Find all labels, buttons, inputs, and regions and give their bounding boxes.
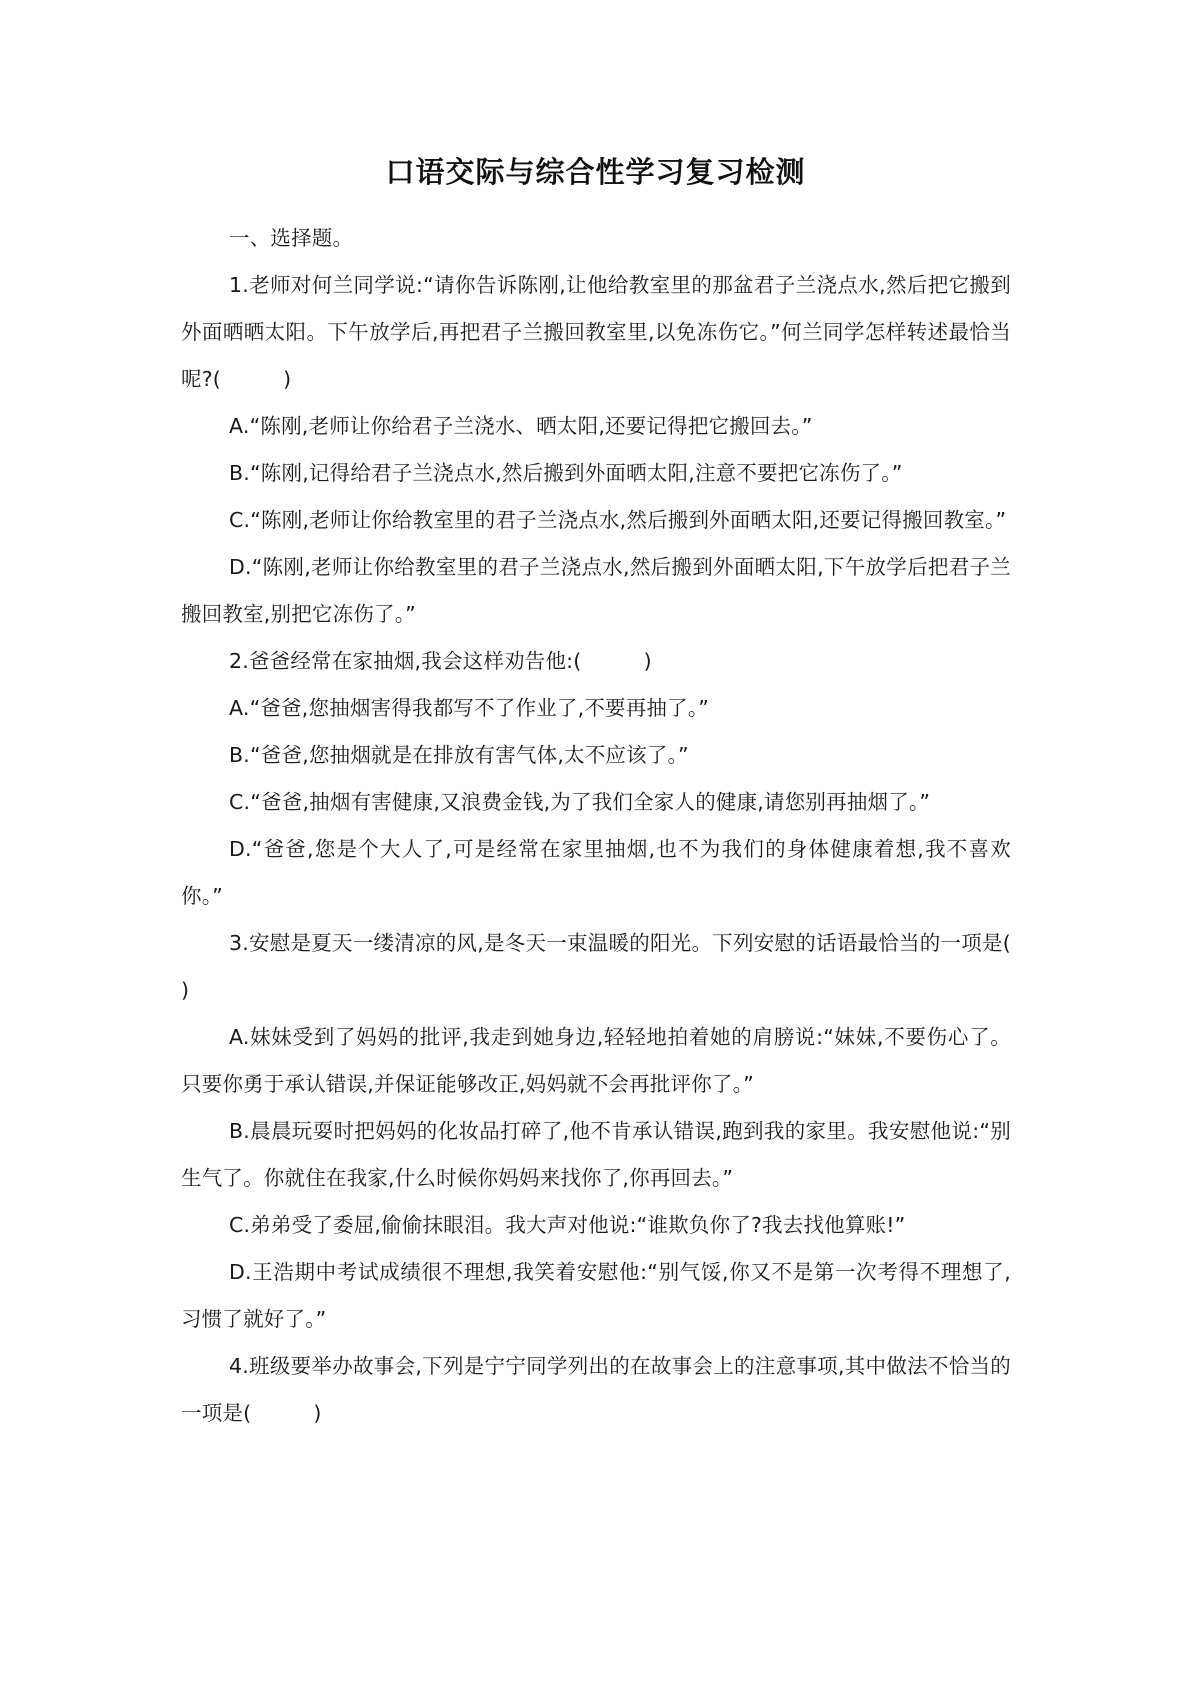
question-stem: 3.安慰是夏天一缕清凉的风,是冬天一束温暖的阳光。下列安慰的话语最恰当的一项是( ) [181, 931, 1074, 1002]
option-b: B.“陈刚,记得给君子兰浇点水,然后搬到外面晒太阳,注意不要把它冻伤了。” [229, 461, 903, 485]
option-a: A.“陈刚,老师让你给君子兰浇水、晒太阳,还要记得把它搬回去。” [229, 414, 813, 438]
option-d: D.“爸爸,您是个大人了,可是经常在家里抽烟,也不为我们的身体健康着想,我不喜欢你。” [181, 837, 1011, 908]
option-c: C.“陈刚,老师让你给教室里的君子兰浇点水,然后搬到外面晒太阳,还要记得搬回教室。” [229, 508, 1007, 532]
document-title: 口语交际与综合性学习复习检测 [385, 155, 806, 189]
option-c: C.“爸爸,抽烟有害健康,又浪费金钱,为了我们全家人的健康,请您别再抽烟了。” [229, 790, 931, 814]
option-c: C.弟弟受了委屈,偷偷抹眼泪。我大声对他说:“谁欺负你了?我去找他算账!” [229, 1213, 906, 1237]
option-d: D.“陈刚,老师让你给教室里的君子兰浇点水,然后搬到外面晒太阳,下午放学后把君子兰搬回教室,别把它冻伤了。” [181, 555, 1011, 626]
option-d: D.王浩期中考试成绩很不理想,我笑着安慰他:“别气馁,你又不是第一次考得不理想了,习惯了就好了。” [181, 1260, 1011, 1331]
question-stem: 1.老师对何兰同学说:“请你告诉陈刚,让他给教室里的那盆君子兰浇点水,然后把它搬到外面晒晒太阳。下午放学后,再把君子兰搬回教室里,以免冻伤它。”何兰同学怎样转述最恰当呢?( ) [181, 273, 1011, 391]
question-stem: 2.爸爸经常在家抽烟,我会这样劝告他:( ) [229, 649, 652, 673]
option-b: B.“爸爸,您抽烟就是在排放有害气体,太不应该了。” [229, 743, 689, 767]
section-heading: 一、选择题。 [229, 226, 354, 250]
question-stem: 4.班级要举办故事会,下列是宁宁同学列出的在故事会上的注意事项,其中做法不恰当的一项是( ) [181, 1354, 1011, 1425]
question-2 [181, 638, 1011, 920]
question-4 [181, 1343, 1011, 1437]
question-3 [181, 920, 1074, 1343]
option-a: A.“爸爸,您抽烟害得我都写不了作业了,不要再抽了。” [229, 696, 710, 720]
option-b: B.晨晨玩耍时把妈妈的化妆品打碎了,他不肯承认错误,跑到我的家里。我安慰他说:“别生气了。你就住在我家,什么时候你妈妈来找你了,你再回去。” [181, 1119, 1011, 1190]
question-1 [181, 262, 1011, 638]
document-body [181, 215, 1074, 1437]
option-a: A.妹妹受到了妈妈的批评,我走到她身边,轻轻地拍着她的肩膀说:“妹妹,不要伤心了。只要你勇于承认错误,并保证能够改正,妈妈就不会再批评你了。” [181, 1025, 1011, 1096]
